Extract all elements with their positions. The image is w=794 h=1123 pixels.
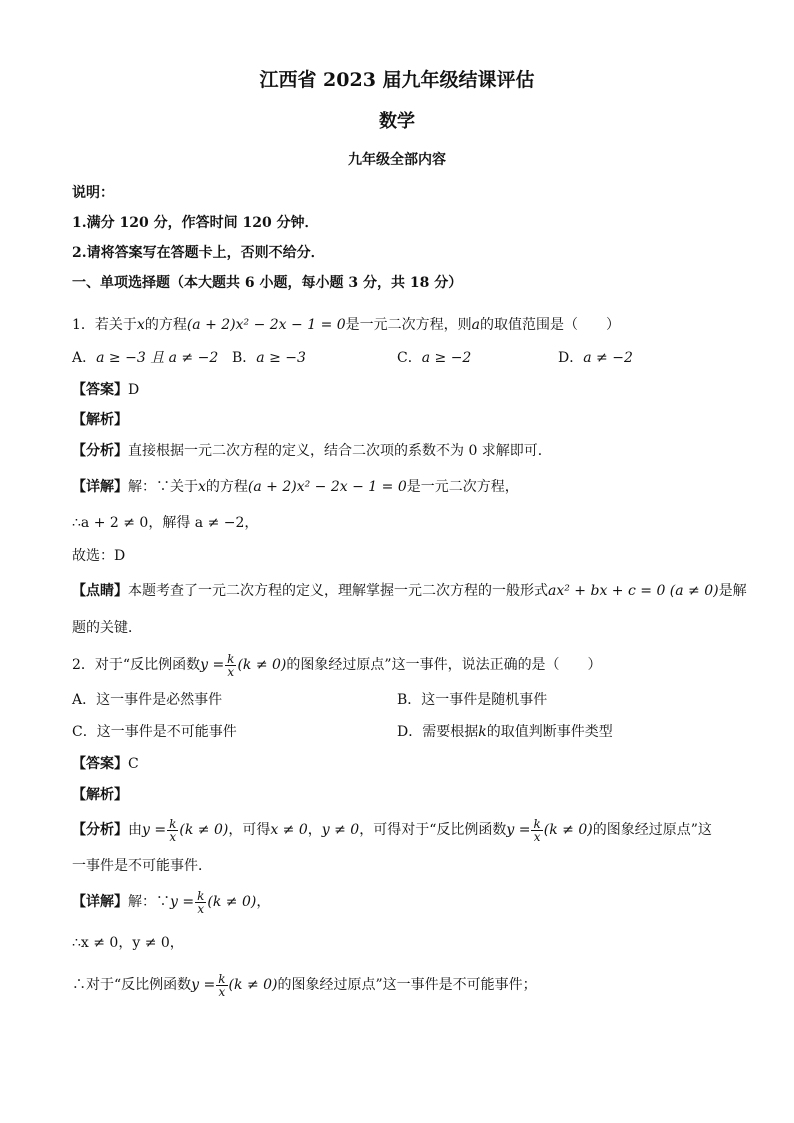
q2-step: ∴x ≠ 0，y ≠ 0， bbox=[72, 935, 184, 951]
q2-stem: 2．对于“反比例函数y = $\frac{k}{x}$ (k ≠ 0)的图象经过原点”这一事件，说法正确的是（ ） bbox=[72, 651, 602, 679]
q1-dianjing-cont: 题的关键． bbox=[72, 620, 142, 636]
q1-option-d: D．a ≠ −2 bbox=[558, 350, 633, 366]
q2-option-a: A．这一事件是必然事件 bbox=[72, 692, 223, 708]
q2-option-d: D．需要根据k的取值判断事件类型 bbox=[397, 724, 613, 740]
q2-conclusion: ∴对于“反比例函数y = $\frac{k}{x}$ (k ≠ 0)的图象经过原点”这一事件是不可能事件； bbox=[72, 971, 537, 999]
subject-title: 数学 bbox=[379, 111, 415, 132]
note-item-1: 1.满分 120 分，作答时间 120 分钟． bbox=[72, 215, 319, 231]
q2-options-row1 bbox=[72, 690, 728, 710]
q1-option-c: C．a ≥ −2 bbox=[397, 350, 472, 366]
q2-answer: 【答案】C bbox=[72, 756, 139, 772]
notes-label: 说明： bbox=[72, 185, 114, 201]
q2-xiangjie: 【详解】解：∵y = $\frac{k}{x}$ (k ≠ 0)， bbox=[72, 888, 271, 916]
q2-fenxi-cont: 一事件是不可能事件． bbox=[72, 858, 212, 874]
fraction-k-over-x: $\frac{k}{x}$ bbox=[227, 651, 235, 679]
q1-dianjing: 【点睛】本题考查了一元二次方程的定义，理解掌握一元二次方程的一般形式ax² + bx + c = 0 (a ≠ 0)是解 bbox=[72, 583, 747, 599]
q1-equation: (a + 2)x² − 2x − 1 = 0 bbox=[186, 317, 346, 333]
scope-subtitle: 九年级全部内容 bbox=[348, 152, 446, 168]
q1-stem: 1．若关于x的方程(a + 2)x² − 2x − 1 = 0是一元二次方程，则a的取值范围是（ ） bbox=[72, 317, 621, 333]
q2-option-b: B．这一事件是随机事件 bbox=[397, 692, 548, 708]
page-title: 江西省 2023 届九年级结课评估 bbox=[259, 69, 535, 91]
q1-option-a: A．a ≥ −3 且 a ≠ −2 bbox=[72, 350, 219, 366]
section-heading: 一、单项选择题（本大题共 6 小题，每小题 3 分，共 18 分） bbox=[72, 275, 463, 291]
q2-analysis-label: 【解析】 bbox=[72, 787, 128, 803]
q1-fenxi: 【分析】直接根据一元二次方程的定义，结合二次项的系数不为 0 求解即可． bbox=[72, 443, 552, 459]
q1-options bbox=[72, 348, 728, 368]
q2-option-c: C．这一事件是不可能事件 bbox=[72, 724, 237, 740]
q1-answer: 【答案】D bbox=[72, 382, 140, 398]
q1-option-b: B．a ≥ −3 bbox=[232, 350, 306, 366]
q1-analysis-label: 【解析】 bbox=[72, 412, 128, 428]
q1-xiangjie: 【详解】解：∵关于x的方程(a + 2)x² − 2x − 1 = 0是一元二次方程， bbox=[72, 479, 519, 495]
note-item-2: 2.请将答案写在答题卡上，否则不给分． bbox=[72, 245, 325, 261]
q2-options-row2 bbox=[72, 722, 728, 742]
q1-choose: 故选：D bbox=[72, 548, 126, 564]
q2-fenxi: 【分析】由y = $\frac{k}{x}$ (k ≠ 0)，可得x ≠ 0，y ≠ 0，可得对于“反比例函数y = $\frac{k}{x}$ (k ≠ 0)的图象经过原点”这 bbox=[72, 816, 712, 844]
q1-step: ∴a + 2 ≠ 0，解得 a ≠ −2， bbox=[72, 515, 259, 531]
